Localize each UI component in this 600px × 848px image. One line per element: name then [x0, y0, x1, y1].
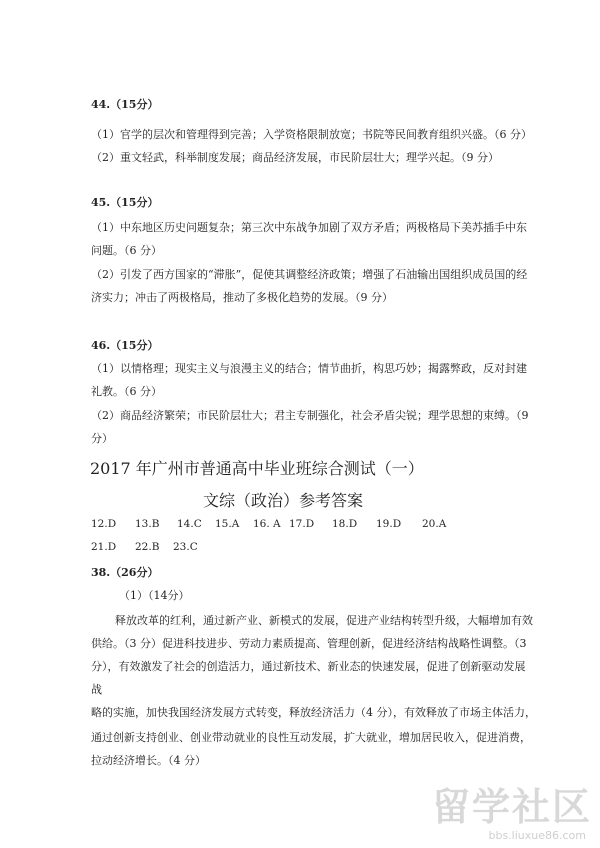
- answer-item: 12.D: [91, 518, 117, 530]
- q45-part2-line1: （2）引发了西方国家的“滞胀”，促使其调整经济政策；增强了石油输出国组织成员国的经: [91, 268, 528, 281]
- answer-item: 20.A: [422, 518, 447, 530]
- answer-item: 23.C: [173, 541, 198, 553]
- q38-line-2: 供给。（3 分）促进科技进步、劳动力素质提高、管理创新，促进经济结构战略性调整。（3: [91, 637, 527, 650]
- q38-line-5: 略的实施，加快我国经济发展方式转变，释放经济活力（4 分），有效释放了市场主体活力，: [91, 706, 536, 719]
- answer-item: 17.D: [289, 518, 315, 530]
- answer-item: 19.D: [376, 518, 402, 530]
- q44-part2: （2）重文轻武，科举制度发展；商品经济发展，市民阶层壮大；理学兴起。（9 分）: [91, 151, 499, 164]
- q38-heading: 38.（26分）: [91, 566, 159, 579]
- q45-part1-line2: 问题。（6 分）: [91, 244, 162, 257]
- watermark-logo-text: 留学社区: [431, 785, 592, 829]
- q38-line-4: 战: [91, 683, 102, 696]
- q38-line-7: 拉动经济增长。（4 分）: [91, 754, 206, 767]
- q44-heading: 44.（15分）: [91, 98, 159, 111]
- exam-title: 2017 年广州市普通高中毕业班综合测试（一）: [90, 459, 424, 478]
- answer-item: 16. A: [253, 518, 281, 530]
- exam-subtitle: 文综（政治）参考答案: [203, 491, 364, 510]
- q38-subheading: （1）（14分）: [119, 589, 190, 602]
- q45-heading: 45.（15分）: [91, 196, 159, 209]
- q46-part1-line2: 礼教。（6 分）: [91, 385, 162, 398]
- q44-part1: （1）官学的层次和管理得到完善；入学资格限制放宽；书院等民间教育组织兴盛。（6 分）: [91, 128, 532, 141]
- q46-heading: 46.（15分）: [91, 339, 159, 352]
- answer-item: 13.B: [135, 518, 160, 530]
- q46-part1-line1: （1）以情格理；现实主义与浪漫主义的结合；情节曲折，构思巧妙；揭露弊政，反对封建: [91, 362, 527, 375]
- watermark-url: bbs.liuxue86.com: [488, 829, 586, 842]
- q45-part2-line2: 济实力；冲击了两极格局，推动了多极化趋势的发展。（9 分）: [91, 291, 393, 304]
- q38-line-3: 分），有效激发了社会的创造活力，通过新技术、新业态的快速发展，促进了创新驱动发展: [91, 660, 526, 673]
- answer-item: 15.A: [215, 518, 240, 530]
- site-watermark: [422, 776, 592, 842]
- q46-part2-line2: 分）: [91, 432, 113, 445]
- answer-item: 18.D: [332, 518, 358, 530]
- q46-part2-line1: （2）商品经济繁荣；市民阶层壮大；君主专制强化，社会矛盾尖锐；理学思想的束缚。（9: [91, 409, 529, 422]
- answer-item: 21.D: [91, 541, 117, 553]
- answer-item: 22.B: [135, 541, 160, 553]
- q45-part1-line1: （1）中东地区历史问题复杂；第三次中东战争加剧了双方矛盾；两极格局下美苏插手中东: [91, 221, 527, 234]
- answer-item: 14.C: [177, 518, 202, 530]
- q38-line-1: 释放改革的红利，通过新产业、新模式的发展，促进产业结构转型升级，大幅增加有效: [115, 614, 533, 627]
- q38-line-6: 通过创新支持创业、创业带动就业的良性互动发展，扩大就业，增加居民收入，促进消费，: [91, 731, 531, 744]
